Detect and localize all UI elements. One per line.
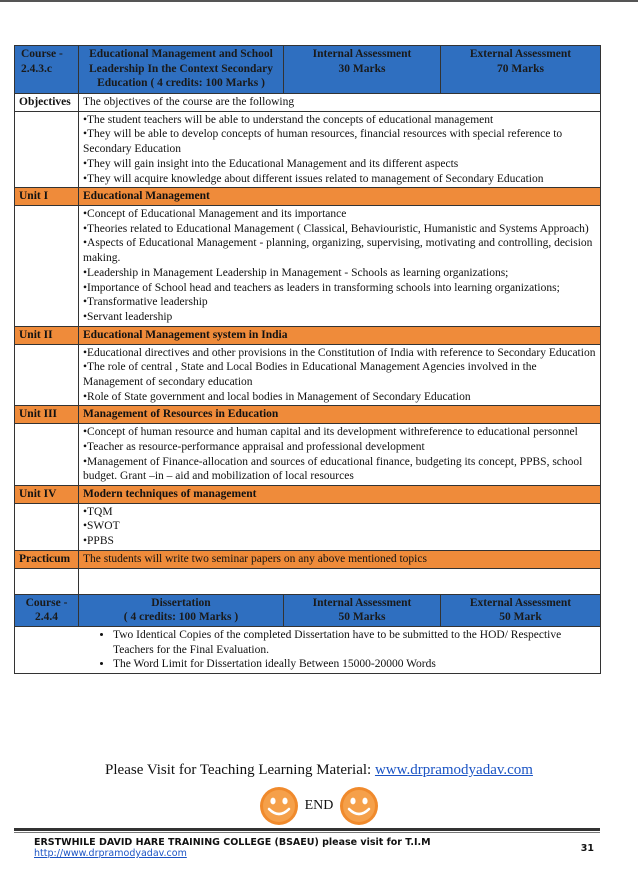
unit3-list [83,425,596,484]
list-item: • They will acquire knowledge about different issues related to management of Secondary Education [83,172,596,187]
list-item: • Two Identical Copies of the completed Dissertation have to be submitted to the HOD/ Respective Teachers for the Final Evaluation. [113,628,596,657]
unit4-label: Unit IV [15,485,79,503]
end-row [0,785,638,827]
unit2-header-row [15,326,601,344]
unit2-label: Unit II [15,326,79,344]
unit1-title: Educational Management [79,188,601,206]
course2-header-row [15,594,601,626]
list-item: • Concept of Educational Management and its importance [83,207,596,222]
list-item: • Importance of School head and teachers as leaders in transforming schools into learning organizations; [83,281,596,296]
course2-title [79,594,284,626]
course2-list [75,628,596,672]
list-item: • Transformative leadership [83,295,596,310]
unit4-spacer [15,503,79,550]
list-item: • The student teachers will be able to understand the concepts of educational management [83,113,596,128]
objectives-intro-row [15,94,601,112]
list-item: • They will be able to develop concepts of human resources, financial resources with special reference to Secondary Education [83,127,596,156]
course2-external [441,594,601,626]
list-item: • Management of Finance-allocation and sources of educational finance, budgeting its concept, PPBS, school budget. Grant –in – aid and mobilization of local resources [83,455,596,484]
practicum-label: Practicum [15,550,79,568]
list-item: • Aspects of Educational Management - planning, organizing, supervising, motivating and controlling, decision making. [83,236,596,265]
visit-text: Please Visit for Teaching Learning Material: [105,762,375,778]
course2-external-label: External Assessment [469,596,572,609]
unit3-content [79,424,601,486]
list-item: • Educational directives and other provisions in the Constitution of India with reference to Secondary Education [83,346,596,361]
unit2-title: Educational Management system in India [79,326,601,344]
footer-rule [14,828,600,831]
course2-internal [284,594,441,626]
list-item: • Role of State government and local bodies in Management of Secondary Education [83,390,596,405]
course1-internal-marks: 30 Marks [338,62,386,75]
list-item: • TQM [83,505,596,520]
empty-cell-left [15,568,79,594]
unit1-label: Unit I [15,188,79,206]
page-number: 31 [580,842,594,854]
unit1-list [83,207,596,325]
course2-internal-label: Internal Assessment [312,596,412,609]
course1-external [441,46,601,94]
list-item: • SWOT [83,519,596,534]
empty-row [15,568,601,594]
course1-internal [284,46,441,94]
course1-internal-label: Internal Assessment [312,48,412,60]
objectives-intro: The objectives of the course are the following [79,94,601,112]
course2-content [15,627,601,674]
course1-code: Course - 2.4.3.c [15,46,79,94]
list-item: • They will gain insight into the Educational Management and its different aspects [83,157,596,172]
footer-rule-thin [14,832,600,833]
unit3-spacer [15,424,79,486]
course1-title [79,46,284,94]
page-footer [34,837,594,859]
course2-internal-marks: 50 Marks [338,611,386,624]
unit2-list [83,346,596,405]
course1-title-line3: Education ( 4 credits: 100 Marks ) [97,77,265,90]
list-item: • The role of central , State and Local Bodies in Educational Management Agencies involved in the Management of secondary education [83,360,596,389]
course2-title-line1: Dissertation [151,596,211,609]
unit3-title: Management of Resources in Education [79,406,601,424]
unit1-content [79,206,601,327]
unit1-content-row [15,206,601,327]
unit2-content-row [15,344,601,406]
empty-cell-right [79,568,601,594]
practicum-text: The students will write two seminar papers on any above mentioned topics [79,550,601,568]
smiley-icon [339,786,379,826]
list-item: • Servant leadership [83,310,596,325]
unit3-header-row [15,406,601,424]
list-item: • Leadership in Management Leadership in Management - Schools as learning organizations; [83,266,596,281]
course1-external-label: External Assessment [469,48,572,60]
footer-link[interactable]: http://www.drpramodyadav.com [34,848,187,859]
list-item: • Theories related to Educational Management ( Classical, Behaviouristic, Humanistic and Systems Approach) [83,222,596,237]
end-label: END [304,798,334,813]
objectives-spacer [15,111,79,188]
unit3-label: Unit III [15,406,79,424]
course2-external-marks: 50 Mark [499,611,542,624]
unit3-content-row [15,424,601,486]
smiley-icon [259,786,299,826]
visit-link[interactable]: www.drpramodyadav.com [374,762,533,778]
unit1-spacer [15,206,79,327]
course2-code: Course - 2.4.4 [15,594,79,626]
list-item: • The Word Limit for Dissertation ideally Between 15000-20000 Words [113,657,596,672]
footer-text-group [34,837,581,859]
course1-external-marks: 70 Marks [497,62,544,75]
course2-content-row [15,627,601,674]
unit4-list [83,505,596,549]
unit2-spacer [15,344,79,406]
course1-header-row [15,46,601,94]
list-item: • Concept of human resource and human capital and its development withreference to educational personnel [83,425,596,440]
unit4-header-row [15,485,601,503]
objectives-list-row [15,111,601,188]
unit4-content [79,503,601,550]
course1-title-line1: Educational Management and School [89,48,273,60]
objectives-list [83,113,596,187]
unit2-content [79,344,601,406]
page-top-border [0,0,638,2]
unit4-title: Modern techniques of management [79,485,601,503]
course2-title-line2: ( 4 credits: 100 Marks ) [123,611,239,624]
list-item: • Teacher as resource-performance appraisal and professional development [83,440,596,455]
unit4-content-row [15,503,601,550]
footer-text: ERSTWHILE DAVID HARE TRAINING COLLEGE (BSAEU) please visit for T.I.M [34,837,431,848]
list-item: • PPBS [83,534,596,549]
objectives-list-cell [79,111,601,188]
unit1-header-row [15,188,601,206]
visit-line [0,762,638,779]
objectives-label: Objectives [15,94,79,112]
syllabus-table [14,45,601,674]
course1-title-line2: Leadership In the Context Secondary [88,62,273,75]
practicum-row [15,550,601,568]
